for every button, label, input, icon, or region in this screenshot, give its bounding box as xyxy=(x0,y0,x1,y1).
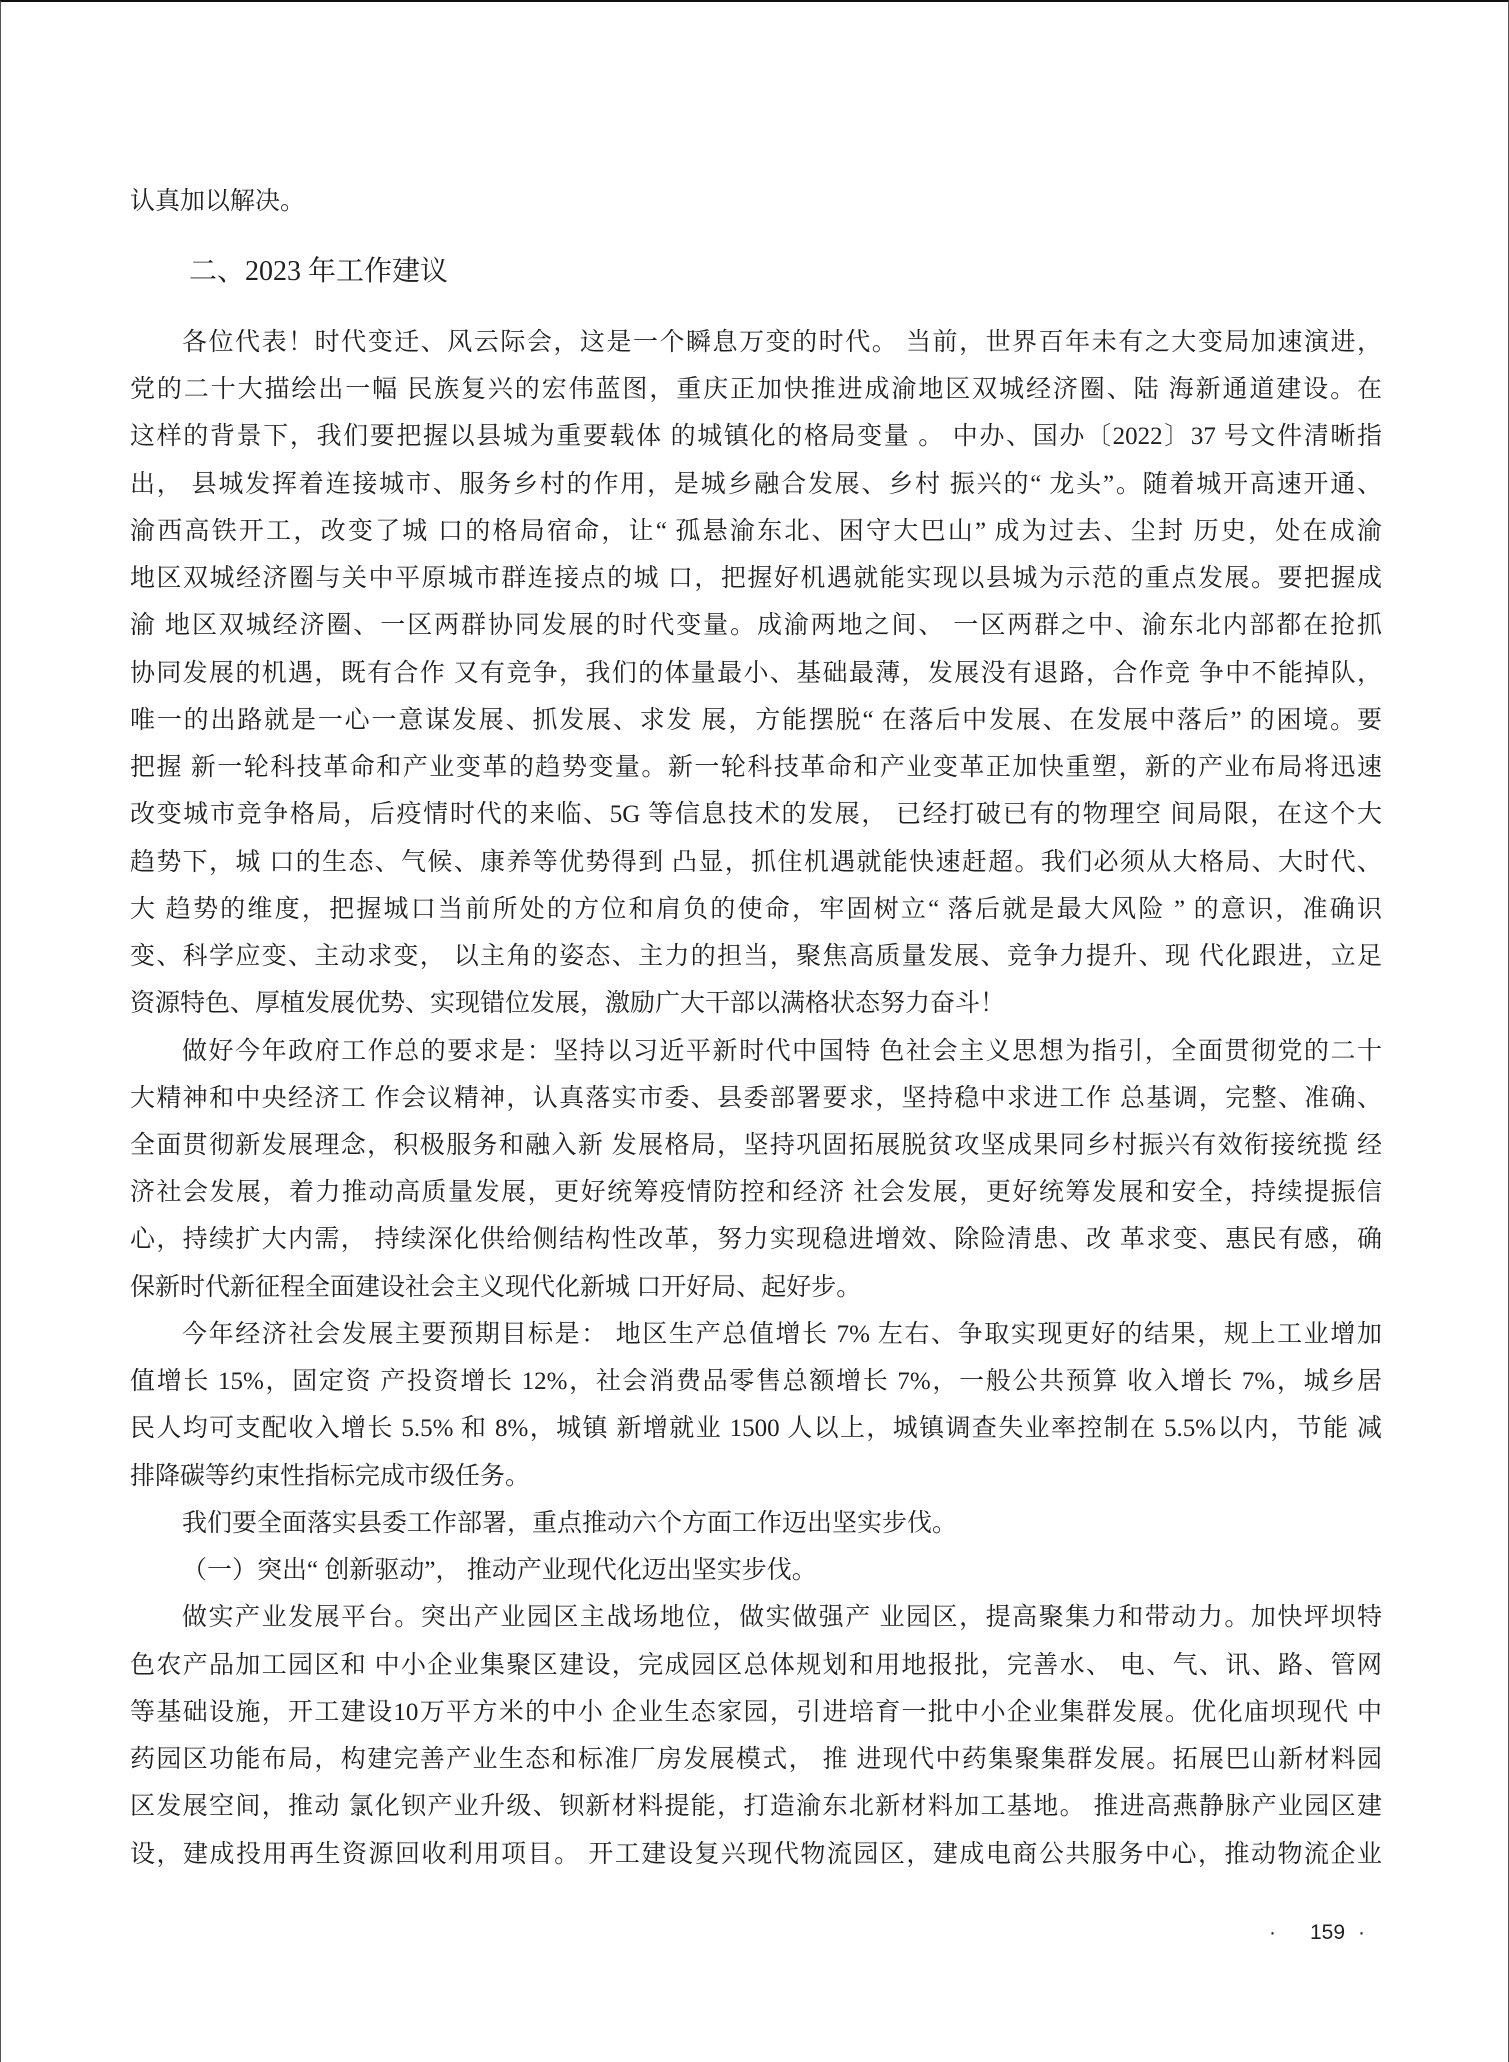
footer-dot: · xyxy=(1269,1921,1276,1944)
paragraph-line: 保新时代新征程全面建设社会主义现代化新城 口开好局、起好步。 xyxy=(130,1273,862,1301)
paragraph-line: 做好今年政府工作总的要求是：坚持以习近平新时代中国特 色社会主义思想为指引，全面贯彻党的二十 xyxy=(182,1037,1382,1065)
body-text xyxy=(130,319,1382,1878)
paragraph-line: 色农产品加工园区和 中小企业集聚区建设，完成园区总体规划和用地报批，完善水、 电、气、讯、路、管网 xyxy=(130,1651,1382,1679)
paragraph-line: 地区双城经济圈与关中平原城市群连接点的城 口，把握好机遇就能实现以县城为示范的重点发展。要把握成 xyxy=(130,565,1382,593)
section-heading: 二、2023 年工作建议 xyxy=(189,256,449,287)
paragraph-line: 变、科学应变、主动求变， 以主角的姿态、主力的担当，聚焦高质量发展、竞争力提升、现 代化跟进，立足 xyxy=(130,943,1382,971)
paragraph-line: 设，建成投用再生资源回收利用项目。 开工建设复兴现代物流园区，建成电商公共服务中心，推动物流企业 xyxy=(130,1840,1382,1868)
subsection-heading-line: （一）突出“ 创新驱动”， 推动产业现代化迈出坚实步伐。 xyxy=(182,1557,817,1585)
paragraph-line: 我们要全面落实县委工作部署，重点推动六个方面工作迈出坚实步伐。 xyxy=(182,1509,958,1537)
paragraph-line: 唯一的出路就是一心一意谋发展、抓发展、求发 展，方能摆脱“ 在落后中发展、在发展中落后” 的困境。要 xyxy=(130,706,1382,734)
paragraph-line: 大精神和中央经济工 作会议精神，认真落实市委、县委部署要求，坚持稳中求进工作 总基调，完整、准确、 xyxy=(130,1084,1382,1112)
paragraph-line: 值增长 15%，固定资 产投资增长 12%，社会消费品零售总额增长 7%，一般公共预算 收入增长 7%，城乡居 xyxy=(130,1368,1382,1396)
page-number: 159 xyxy=(1310,1921,1346,1944)
paragraph-intro xyxy=(130,319,1382,1028)
paragraph-line: 排降碳等约束性指标完成市级任务。 xyxy=(130,1462,531,1490)
paragraph-line: 大 趋势的维度，把握城口当前所处的方位和肩负的使命，牢固树立“ 落后就是最大风险 ” 的意识，准确识 xyxy=(130,895,1382,923)
paragraph-line: 等基础设施，开工建设10万平方米的中小 企业生态家园，引进培育一批中小企业集群发展。优化庙坝现代 中 xyxy=(130,1698,1382,1726)
paragraph-line: 把握 新一轮科技革命和产业变革的趋势变量。新一轮科技革命和产业变革正加快重塑，新的产业布局将迅速 xyxy=(130,754,1382,782)
paragraph-targets xyxy=(130,1311,1382,1500)
footer-dot: · xyxy=(1358,1921,1366,1944)
paragraph-line: 趋势下，城 口的生态、气候、康养等优势得到 凸显，抓住机遇就能快速赶超。我们必须从大格局、大时代、 xyxy=(130,848,1382,876)
paragraph-line: 济社会发展，着力推动高质量发展，更好统筹疫情防控和经济 社会发展，更好统筹发展和安全，持续提振信 xyxy=(130,1179,1382,1207)
paragraph-line: 今年经济社会发展主要预期目标是： 地区生产总值增长 7% 左右、争取实现更好的结果，规上工业增加 xyxy=(182,1320,1382,1348)
paragraph-line: 协同发展的机遇，既有合作 又有竞争，我们的体量最小、基础最薄，发展没有退路，合作竞 争中不能掉队， xyxy=(130,659,1382,687)
paragraph-line: 改变城市竞争格局，后疫情时代的来临、5G 等信息技术的发展， 已经打破已有的物理空 间局限，在这个大 xyxy=(130,801,1382,829)
paragraph-line: 全面贯彻新发展理念，积极服务和融入新 发展格局，坚持巩固拓展脱贫攻坚成果同乡村振兴有效衔接统揽 经 xyxy=(130,1131,1382,1159)
continued-text-line: 认真加以解决。 xyxy=(130,188,306,215)
paragraph-general-requirements xyxy=(130,1028,1382,1311)
paragraph-line: 心，持续扩大内需， 持续深化供给侧结构性改革，努力实现稳进增效、除险清患、改 革求变、惠民有感，确 xyxy=(130,1226,1382,1254)
paragraph-line: 区发展空间，推动 氯化钡产业升级、钡新材料提能，打造渝东北新材料加工基地。 推进高燕静脉产业园区建 xyxy=(130,1793,1382,1821)
paragraph-line: 出， 县城发挥着连接城市、服务乡村的作用，是城乡融合发展、乡村 振兴的“ 龙头”。随着城开高速开通、 xyxy=(130,470,1382,498)
paragraph-line: 做实产业发展平台。突出产业园区主战场地位，做实做强产 业园区，提高聚集力和带动力。加快坪坝特 xyxy=(182,1604,1382,1632)
paragraph-line: 各位代表！时代变迁、风云际会，这是一个瞬息万变的时代。 当前，世界百年未有之大变局加速演进， xyxy=(182,329,1382,356)
paragraph-line: 民人均可支配收入增长 5.5% 和 8%，城镇 新增就业 1500 人以上，城镇调查失业率控制在 5.5%以内，节能 减 xyxy=(130,1415,1382,1443)
page-footer xyxy=(1269,1916,1365,1950)
paragraph-line: 渝西高铁开工，改变了城 口的格局宿命，让“ 孤悬渝东北、困守大巴山” 成为过去、尘封 历史，处在成渝 xyxy=(130,517,1382,545)
subsection-heading xyxy=(130,1547,1382,1594)
paragraph-line: 这样的背景下，我们要把握以县城为重要载体 的城镇化的格局变量 。 中办、国办〔2022〕37 号文件清晰指 xyxy=(130,423,1382,451)
paragraph-line: 党的二十大描绘出一幅 民族复兴的宏伟蓝图，重庆正加快推进成渝地区双城经济圈、陆 海新通道建设。在 xyxy=(130,376,1382,404)
paragraph-line: 渝 地区双城经济圈、一区两群协同发展的时代变量。成渝两地之间、 一区两群之中、渝东北内部都在抢抓 xyxy=(130,612,1382,640)
paragraph-industry-platform xyxy=(130,1594,1382,1877)
paragraph-deployment xyxy=(130,1500,1382,1547)
paragraph-line: 资源特色、厚植发展优势、实现错位发展，激励广大干部以满格状态努力奋斗！ xyxy=(130,990,1006,1018)
paragraph-line: 药园区功能布局，构建完善产业生态和标准厂房发展模式， 推 进现代中药集聚集群发展。拓展巴山新材料园 xyxy=(130,1746,1382,1774)
